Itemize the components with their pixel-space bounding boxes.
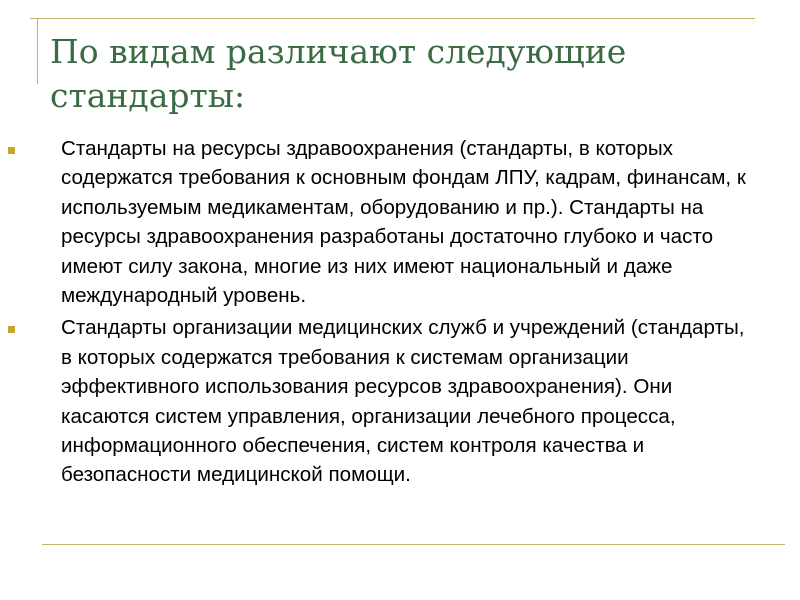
bullet-text: Стандарты организации медицинских служб и учреждений (стандарты, в которых содержатся требования к системам организации эффективного использования ресурсов здравоохранения). Они касаются систем управления, организации лечебного процесса, информационного обеспечения, систем контроля качества и безопасности медицинской помощи.: [61, 316, 745, 487]
bullet-list: [0, 134, 800, 490]
top-decorative-rule: [30, 18, 755, 19]
bullet-item-organization-standards: [0, 313, 751, 489]
bullet-item-resource-standards: [0, 134, 751, 310]
slide-title: По видам различают следующие стандарты:: [50, 32, 627, 115]
bottom-decorative-rule: [42, 544, 785, 545]
left-decorative-rule: [37, 18, 38, 84]
square-bullet-icon: [8, 326, 15, 333]
bullet-text: Стандарты на ресурсы здравоохранения (стандарты, в которых содержатся требования к основным фондам ЛПУ, кадрам, финансам, к используемым медикаментам, оборудованию и пр.). Стандарты на ресурсы здравоохранения разработаны достаточно глубоко и часто имеют силу закона, многие из них имеют национальный и даже международный уровень.: [61, 137, 746, 308]
square-bullet-icon: [8, 147, 15, 154]
